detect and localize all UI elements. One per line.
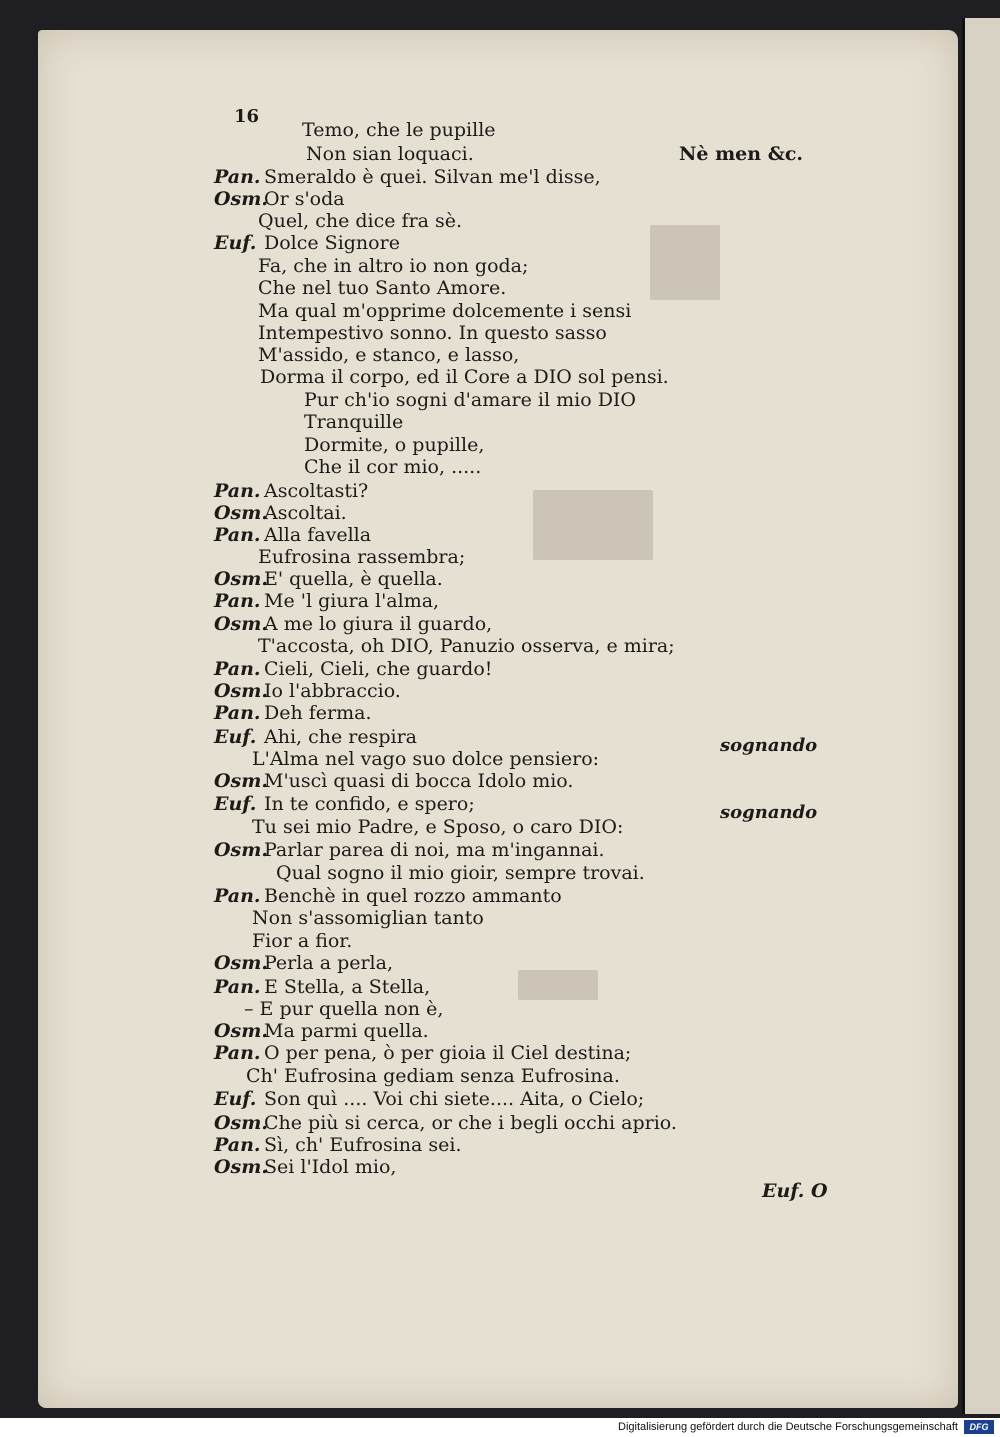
- verse-line: Perla a perla,: [264, 952, 394, 974]
- speaker-label: Osm.: [214, 1156, 268, 1178]
- verse-line: Deh ferma.: [264, 702, 372, 724]
- verse-line: Pur ch'io sogni d'amare il mio DIO: [304, 389, 637, 411]
- verse-line: Intempestivo sonno. In questo sasso: [258, 322, 607, 344]
- verse-line: O per pena, ò per gioia il Ciel destina;: [264, 1042, 632, 1064]
- verse-line: Fior a fior.: [252, 930, 353, 952]
- verse-line: Sì, ch' Eufrosina sei.: [264, 1134, 462, 1156]
- verse-line: Parlar parea di noi, ma m'ingannai.: [264, 839, 605, 861]
- next-page-cue: Euf. O: [762, 1180, 828, 1202]
- opening-line: Temo, che le pupille: [302, 119, 496, 141]
- verse-line: Io l'abbraccio.: [264, 680, 401, 702]
- verse-line: Benchè in quel rozzo ammanto: [264, 885, 562, 907]
- speaker-label: Pan.: [214, 658, 261, 680]
- verse-line: E Stella, a Stella,: [264, 976, 431, 998]
- footer-credit: Digitalisierung gefördert durch die Deutsche Forschungsgemeinschaft: [618, 1421, 958, 1433]
- verse-line: Smeraldo è quei. Silvan me'l disse,: [264, 166, 601, 188]
- verse-line: E' quella, è quella.: [264, 568, 443, 590]
- speaker-label: Pan.: [214, 166, 261, 188]
- speaker-label: Osm.: [214, 1112, 268, 1134]
- speaker-label: Osm.: [214, 188, 268, 210]
- verse-line: Son quì .... Voi chi siete.... Aita, o Cielo;: [264, 1088, 645, 1110]
- verse-line: Ma qual m'opprime dolcemente i sensi: [258, 300, 632, 322]
- verse-line: L'Alma nel vago suo dolce pensiero:: [252, 748, 600, 770]
- page-number: 16: [234, 106, 260, 127]
- verse-line: Tranquille: [304, 411, 404, 433]
- stage-direction: sognando: [720, 802, 818, 823]
- verse-line: Me 'l giura l'alma,: [264, 590, 440, 612]
- speaker-label: Euf.: [214, 1088, 257, 1110]
- verse-line: Or s'oda: [264, 188, 345, 210]
- verse-line: Eufrosina rassembra;: [258, 546, 466, 568]
- verse-line: A me lo giura il guardo,: [264, 613, 493, 635]
- speaker-label: Euf.: [214, 726, 257, 748]
- verse-line: Ascoltai.: [264, 502, 347, 524]
- speaker-label: Osm.: [214, 1020, 268, 1042]
- speaker-label: Pan.: [214, 1134, 261, 1156]
- verse-line: In te confido, e spero;: [264, 793, 475, 815]
- speaker-label: Pan.: [214, 590, 261, 612]
- verse-line: Dormite, o pupille,: [304, 434, 485, 456]
- verse-line: Dorma il corpo, ed il Core a DIO sol pensi.: [260, 366, 669, 388]
- verse-line: Cieli, Cieli, che guardo!: [264, 658, 493, 680]
- speaker-label: Osm.: [214, 839, 268, 861]
- verse-line: Fa, che in altro io non goda;: [258, 255, 529, 277]
- verse-line: Dolce Signore: [264, 232, 400, 254]
- verse-line: T'accosta, oh DIO, Panuzio osserva, e mira;: [258, 635, 675, 657]
- verse-line: Che più si cerca, or che i begli occhi aprio.: [264, 1112, 677, 1134]
- speaker-label: Pan.: [214, 524, 261, 546]
- speaker-label: Osm.: [214, 502, 268, 524]
- opening-line: Non sian loquaci.: [306, 143, 474, 165]
- verse-line: Non s'assomiglian tanto: [252, 907, 484, 929]
- next-page-edge: [962, 18, 1000, 1414]
- verse-line: Che il cor mio, .....: [304, 456, 482, 478]
- speaker-label: Pan.: [214, 1042, 261, 1064]
- speaker-label: Osm.: [214, 568, 268, 590]
- verse-line: – E pur quella non è,: [244, 998, 444, 1020]
- speaker-label: Osm.: [214, 613, 268, 635]
- book-page: [38, 30, 958, 1408]
- verse-line: M'uscì quasi di bocca Idolo mio.: [264, 770, 574, 792]
- verse-line: Ma parmi quella.: [264, 1020, 429, 1042]
- speaker-label: Osm.: [214, 770, 268, 792]
- speaker-label: Pan.: [214, 480, 261, 502]
- speaker-label: Euf.: [214, 793, 257, 815]
- verse-line: Che nel tuo Santo Amore.: [258, 277, 507, 299]
- footer-bar: [0, 1418, 1000, 1437]
- speaker-label: Osm.: [214, 952, 268, 974]
- speaker-label: Osm.: [214, 680, 268, 702]
- dfg-logo-icon: DFG: [964, 1420, 994, 1434]
- verse-line: Ascoltasti?: [264, 480, 369, 502]
- stage-direction: sognando: [720, 735, 818, 756]
- page-text: [38, 30, 958, 1408]
- verse-line: Quel, che dice fra sè.: [258, 210, 463, 232]
- verse-line: Ahi, che respira: [264, 726, 418, 748]
- verse-line: Alla favella: [264, 524, 372, 546]
- speaker-label: Pan.: [214, 976, 261, 998]
- verse-line: Qual sogno il mio gioir, sempre trovai.: [276, 862, 645, 884]
- speaker-label: Pan.: [214, 885, 261, 907]
- verse-line: Sei l'Idol mio,: [264, 1156, 397, 1178]
- verse-line: M'assido, e stanco, e lasso,: [258, 344, 520, 366]
- speaker-label: Pan.: [214, 702, 261, 724]
- speaker-label: Euf.: [214, 232, 257, 254]
- catchword: Nè men &c.: [679, 143, 804, 165]
- verse-line: Ch' Eufrosina gediam senza Eufrosina.: [246, 1065, 620, 1087]
- verse-line: Tu sei mio Padre, e Sposo, o caro DIO:: [252, 816, 624, 838]
